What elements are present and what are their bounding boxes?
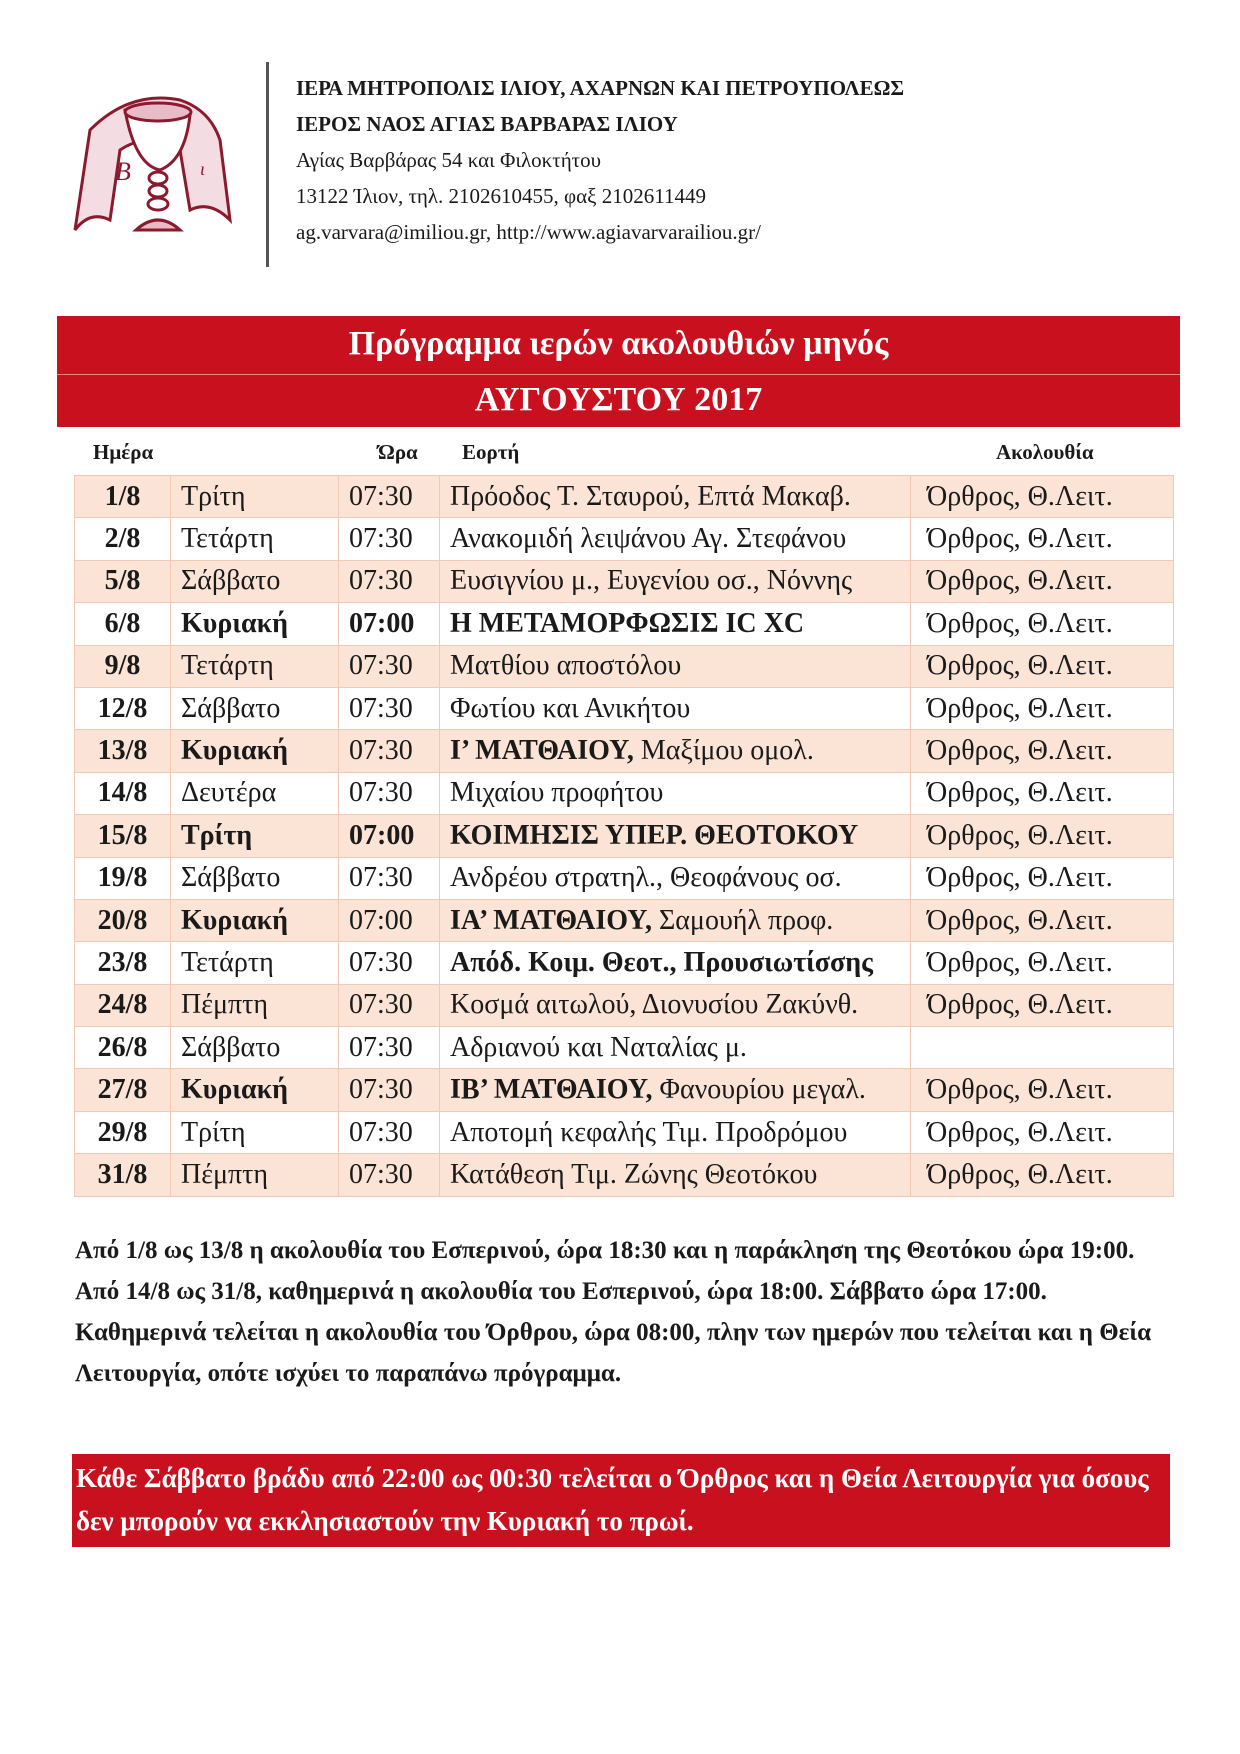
column-header-day: Ημέρα <box>93 440 154 464</box>
table-row <box>75 1069 1174 1111</box>
church-address: Αγίας Βαρβάρας 54 και Φιλοκτήτου <box>296 148 602 172</box>
metropolis-name: ΙΕΡΑ ΜΗΤΡΟΠΟΛΙΣ ΙΛΙΟΥ, ΑΧΑΡΝΩΝ ΚΑΙ ΠΕΤΡΟΥΠΟΛΕΩΣ <box>296 76 905 100</box>
row-date: 14/8 <box>75 772 171 814</box>
column-header-feast: Εορτή <box>462 440 520 464</box>
row-feast-major: ΚΟΙΜΗΣΙΣ ΥΠΕΡ. ΘΕΟΤΟΚΟΥ <box>450 819 859 851</box>
row-service: Όρθρος, Θ.Λειτ. <box>911 857 1174 899</box>
row-date: 2/8 <box>75 518 171 560</box>
row-day: Τετάρτη <box>171 645 339 687</box>
row-date: 15/8 <box>75 815 171 857</box>
row-feast-text: Κατάθεση Τιμ. Ζώνης Θεοτόκου <box>450 1158 818 1190</box>
row-day: Κυριακή <box>171 603 339 645</box>
row-feast-major: ΙΑ’ ΜΑΤΘΑΙΟΥ, <box>450 904 652 936</box>
row-feast-text: Φωτίου και Ανικήτου <box>450 692 691 724</box>
row-feast-text: Μαξίμου ομολ. <box>633 735 814 767</box>
row-feast <box>440 1111 911 1153</box>
schedule-title-box <box>57 316 1180 427</box>
row-feast-text: Ευσιγνίου μ., Ευγενίου οσ., Νόννης <box>450 565 853 597</box>
row-feast-text: Κοσμά αιτωλού, Διονυσίου Ζακύνθ. <box>450 989 859 1021</box>
row-service: Όρθρος, Θ.Λειτ. <box>911 476 1174 518</box>
row-time: 07:30 <box>339 687 440 729</box>
row-date: 27/8 <box>75 1069 171 1111</box>
table-row <box>75 560 1174 602</box>
table-row <box>75 899 1174 941</box>
row-day: Τρίτη <box>171 1111 339 1153</box>
row-service: Όρθρος, Θ.Λειτ. <box>911 603 1174 645</box>
column-header-time: Ώρα <box>378 440 418 464</box>
schedule-title: Πρόγραμμα ιερών ακολουθιών μηνός <box>57 316 1180 375</box>
column-header-service: Ακολουθία <box>996 440 1094 464</box>
row-feast <box>440 476 911 518</box>
row-time: 07:30 <box>339 476 440 518</box>
row-time: 07:30 <box>339 1111 440 1153</box>
row-feast <box>440 687 911 729</box>
row-date: 6/8 <box>75 603 171 645</box>
row-time: 07:00 <box>339 603 440 645</box>
row-feast <box>440 730 911 772</box>
table-row <box>75 942 1174 984</box>
row-service: Όρθρος, Θ.Λειτ. <box>911 1069 1174 1111</box>
table-row <box>75 687 1174 729</box>
row-feast <box>440 815 911 857</box>
row-date: 1/8 <box>75 476 171 518</box>
notes-section <box>75 1230 1165 1394</box>
row-time: 07:30 <box>339 560 440 602</box>
row-feast <box>440 942 911 984</box>
table-row <box>75 730 1174 772</box>
row-time: 07:00 <box>339 815 440 857</box>
row-time: 07:30 <box>339 984 440 1026</box>
row-feast <box>440 1027 911 1069</box>
row-service: Όρθρος, Θ.Λειτ. <box>911 560 1174 602</box>
church-name: ΙΕΡΟΣ ΝΑΟΣ ΑΓΙΑΣ ΒΑΡΒΑΡΑΣ ΙΛΙΟΥ <box>296 112 678 136</box>
row-service: Όρθρος, Θ.Λειτ. <box>911 730 1174 772</box>
table-row <box>75 518 1174 560</box>
row-time: 07:30 <box>339 1027 440 1069</box>
row-time: 07:30 <box>339 1154 440 1196</box>
saturday-night-notice: Κάθε Σάββατο βράδυ από 22:00 ως 00:30 τελείται ο Όρθρος και η Θεία Λειτουργία για όσους δεν μπορούν να εκκλησιαστούν την Κυριακή το πρωί. <box>72 1454 1170 1547</box>
row-feast-text: Αποτομή κεφαλής Τιμ. Προδρόμου <box>450 1116 848 1148</box>
row-day: Κυριακή <box>171 730 339 772</box>
row-day: Τετάρτη <box>171 518 339 560</box>
row-feast-major: Ι’ ΜΑΤΘΑΙΟΥ, <box>450 735 634 767</box>
row-feast-major: ΙΒ’ ΜΑΤΘΑΙΟΥ, <box>450 1074 653 1106</box>
table-row <box>75 815 1174 857</box>
row-feast <box>440 560 911 602</box>
row-date: 19/8 <box>75 857 171 899</box>
svg-text:ι: ι <box>200 159 206 179</box>
row-day: Σάββατο <box>171 1027 339 1069</box>
row-day: Σάββατο <box>171 687 339 729</box>
row-date: 20/8 <box>75 899 171 941</box>
row-service: Όρθρος, Θ.Λειτ. <box>911 645 1174 687</box>
row-date: 23/8 <box>75 942 171 984</box>
row-feast-text: Ματθίου αποστόλου <box>450 650 682 682</box>
row-feast-text: Σαμουήλ προφ. <box>651 904 834 936</box>
table-row <box>75 1027 1174 1069</box>
row-day: Πέμπτη <box>171 1154 339 1196</box>
row-time: 07:30 <box>339 730 440 772</box>
row-feast-text: Μιχαίου προφήτου <box>450 777 664 809</box>
row-feast-text: Φανουρίου μεγαλ. <box>652 1074 866 1106</box>
church-contact[interactable]: ag.varvara@imiliou.gr, http://www.agiavarvarailiou.gr/ <box>296 220 761 244</box>
row-time: 07:30 <box>339 518 440 560</box>
row-day: Τρίτη <box>171 815 339 857</box>
row-feast <box>440 518 911 560</box>
matins-note: Καθημερινά τελείται η ακολουθία του Όρθρου, ώρα 08:00, πλην των ημερών που τελείται και η Θεία Λειτουργία, οπότε ισχύει το παραπάνω πρόγραμμα. <box>75 1319 1152 1387</box>
row-service <box>911 1027 1174 1069</box>
row-time: 07:30 <box>339 942 440 984</box>
row-time: 07:00 <box>339 899 440 941</box>
row-time: 07:30 <box>339 1069 440 1111</box>
row-service: Όρθρος, Θ.Λειτ. <box>911 1111 1174 1153</box>
table-row <box>75 476 1174 518</box>
row-service: Όρθρος, Θ.Λειτ. <box>911 687 1174 729</box>
row-feast <box>440 857 911 899</box>
row-feast-text: Πρόοδος Τ. Σταυρού, Επτά Μακαβ. <box>450 480 851 512</box>
row-feast <box>440 603 911 645</box>
church-logo <box>70 70 240 240</box>
chalice-logo-icon <box>70 70 240 240</box>
row-time: 07:30 <box>339 772 440 814</box>
table-row <box>75 1154 1174 1196</box>
header-divider <box>266 62 269 267</box>
row-day: Πέμπτη <box>171 984 339 1026</box>
row-service: Όρθρος, Θ.Λειτ. <box>911 772 1174 814</box>
row-service: Όρθρος, Θ.Λειτ. <box>911 815 1174 857</box>
row-feast <box>440 1069 911 1111</box>
row-feast-major: Η ΜΕΤΑΜΟΡΦΩΣΙΣ IC XC <box>450 607 805 639</box>
row-service: Όρθρος, Θ.Λειτ. <box>911 518 1174 560</box>
vespers-note: Από 1/8 ως 13/8 η ακολουθία του Εσπερινού, ώρα 18:30 και η παράκληση της Θεοτόκου ώρα 19:00. Από 14/8 ως 31/8, καθημερινά η ακολουθία του Εσπερινού, ώρα 18:00. Σάββατο ώρα 17:00. <box>75 1237 1135 1305</box>
row-feast <box>440 772 911 814</box>
row-service: Όρθρος, Θ.Λειτ. <box>911 1154 1174 1196</box>
row-feast <box>440 984 911 1026</box>
row-day: Δευτέρα <box>171 772 339 814</box>
row-feast <box>440 899 911 941</box>
row-time: 07:30 <box>339 857 440 899</box>
row-date: 26/8 <box>75 1027 171 1069</box>
church-header <box>296 70 904 250</box>
row-day: Τρίτη <box>171 476 339 518</box>
table-row <box>75 645 1174 687</box>
row-feast-text: Αδριανού και Ναταλίας μ. <box>450 1031 747 1063</box>
table-row <box>75 857 1174 899</box>
table-row <box>75 1111 1174 1153</box>
row-service: Όρθρος, Θ.Λειτ. <box>911 899 1174 941</box>
row-day: Τετάρτη <box>171 942 339 984</box>
row-date: 24/8 <box>75 984 171 1026</box>
row-day: Σάββατο <box>171 560 339 602</box>
row-service: Όρθρος, Θ.Λειτ. <box>911 942 1174 984</box>
row-feast-text: Ανδρέου στρατηλ., Θεοφάνους οσ. <box>450 862 842 894</box>
row-time: 07:30 <box>339 645 440 687</box>
row-date: 29/8 <box>75 1111 171 1153</box>
row-feast <box>440 645 911 687</box>
svg-text:B: B <box>115 157 131 186</box>
row-service: Όρθρος, Θ.Λειτ. <box>911 984 1174 1026</box>
row-date: 31/8 <box>75 1154 171 1196</box>
table-row <box>75 603 1174 645</box>
row-date: 13/8 <box>75 730 171 772</box>
schedule-table <box>74 475 1174 1197</box>
row-day: Κυριακή <box>171 899 339 941</box>
row-feast-text: Ανακομιδή λειψάνου Αγ. Στεφάνου <box>450 523 847 555</box>
church-phone: 13122 Ίλιον, τηλ. 2102610455, φαξ 2102611449 <box>296 184 707 208</box>
row-date: 9/8 <box>75 645 171 687</box>
row-feast <box>440 1154 911 1196</box>
row-date: 12/8 <box>75 687 171 729</box>
schedule-month: ΑΥΓΟΥΣΤΟΥ 2017 <box>474 381 763 418</box>
table-row <box>75 984 1174 1026</box>
row-feast-major: Απόδ. Κοιμ. Θεοτ., Προυσιωτίσσης <box>450 946 873 978</box>
row-date: 5/8 <box>75 560 171 602</box>
table-row <box>75 772 1174 814</box>
row-day: Κυριακή <box>171 1069 339 1111</box>
row-day: Σάββατο <box>171 857 339 899</box>
